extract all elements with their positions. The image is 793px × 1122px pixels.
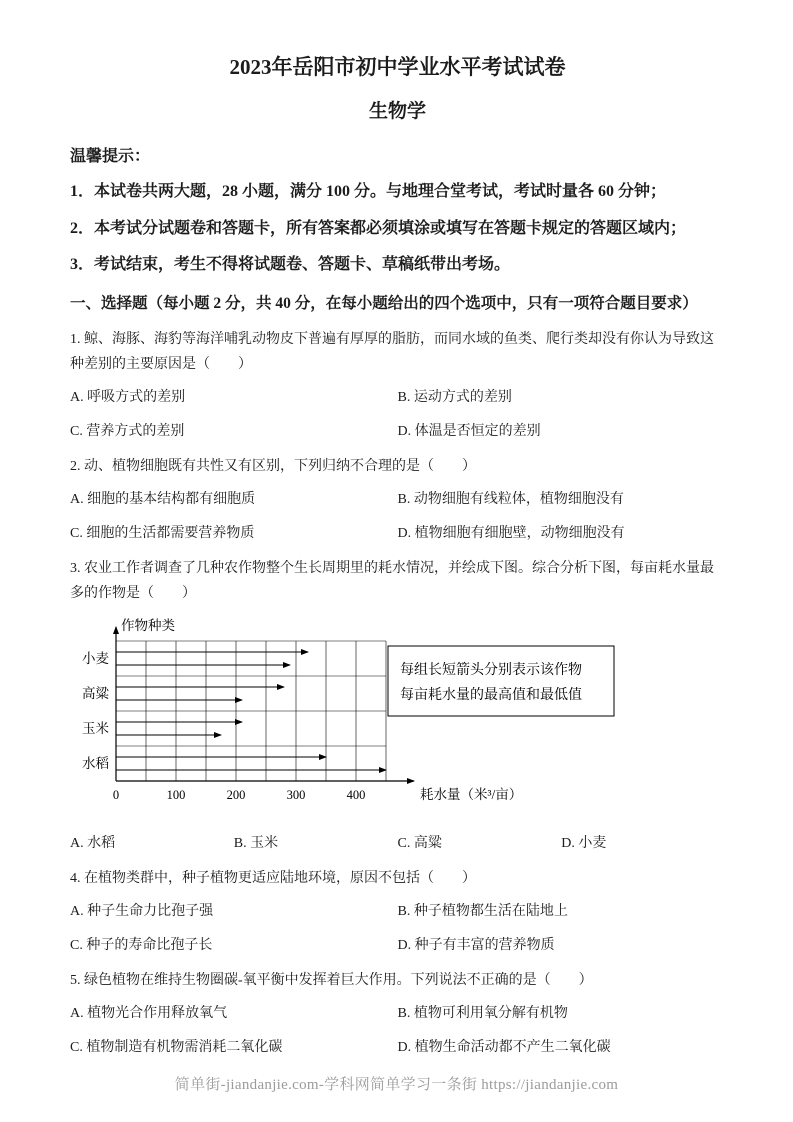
question-4 xyxy=(70,866,725,956)
section-title: 一、选择题（每小题 2 分，共 40 分，在每小题给出的四个选项中，只有一项符合题目要求） xyxy=(70,295,698,313)
option-a: A. 植物光合作用释放氧气 xyxy=(70,1006,228,1022)
question-3 xyxy=(70,556,725,854)
footer-watermark: 简单街-jiandanjie.com-学科网简单学习一条街 https://jiandanjie.com xyxy=(174,1077,619,1093)
option-c: C. 细胞的生活都需要营养物质 xyxy=(70,526,255,541)
question-stem: 3. 农业工作者调查了几种农作物整个生长周期里的耗水情况，并绘成下图。综合分析下图，每亩耗水量最多的作物是（ ） xyxy=(70,560,714,602)
paper-subject: 生物学 xyxy=(368,101,426,123)
question-options xyxy=(70,1005,725,1058)
svg-text:0: 0 xyxy=(112,788,120,803)
svg-text:高粱: 高粱 xyxy=(82,686,109,702)
svg-text:小麦: 小麦 xyxy=(82,651,109,667)
svg-text:耗水量（米³/亩）: 耗水量（米³/亩） xyxy=(420,787,523,803)
svg-text:300: 300 xyxy=(286,788,306,803)
svg-text:每组长短箭头分别表示该作物: 每组长短箭头分别表示该作物 xyxy=(400,663,582,679)
svg-text:400: 400 xyxy=(346,788,366,803)
option-c: C. 植物制造有机物需消耗二氧化碳 xyxy=(70,1040,283,1056)
option-d: D. 植物细胞有细胞壁，动物细胞没有 xyxy=(397,526,625,541)
option-a: A. 呼吸方式的差别 xyxy=(70,390,186,406)
option-b: B. 植物可利用氧分解有机物 xyxy=(397,1006,568,1022)
paper-title: 2023年岳阳市初中学业水平考试试卷 xyxy=(229,55,566,79)
option-a: A. 细胞的基本结构都有细胞质 xyxy=(70,492,256,508)
water-consumption-chart xyxy=(70,616,725,823)
question-5 xyxy=(70,968,725,1058)
question-options xyxy=(70,903,725,956)
svg-text:作物种类: 作物种类 xyxy=(121,618,175,634)
option-d: D. 体温是否恒定的差别 xyxy=(397,424,541,440)
svg-text:每亩耗水量的最高值和最低值: 每亩耗水量的最高值和最低值 xyxy=(400,688,582,704)
option-b: B. 动物细胞有线粒体，植物细胞没有 xyxy=(397,492,624,508)
option-d: D. 种子有丰富的营养物质 xyxy=(397,938,555,954)
notice-item-2: 2．本考试分试题卷和答题卡，所有答案都必须填涂或填写在答题卡规定的答题区域内； xyxy=(70,219,687,237)
notice-item-3: 3．考试结束，考生不得将试题卷、答题卡、草稿纸带出考场。 xyxy=(70,256,511,274)
notice-label: 温馨提示： xyxy=(70,148,151,166)
option-b: B. 运动方式的差别 xyxy=(397,390,512,406)
svg-text:200: 200 xyxy=(226,788,246,803)
question-stem: 5. 绿色植物在维持生物圈碳-氧平衡中发挥着巨大作用。下列说法不正确的是（ ） xyxy=(70,973,593,989)
svg-text:100: 100 xyxy=(166,788,186,803)
question-stem: 1. 鲸、海豚、海豹等海洋哺乳动物皮下普遍有厚厚的脂肪，而同水域的鱼类、爬行类却没有你认为导致这种差别的主要原因是（ ） xyxy=(70,331,714,372)
option-d: D. 植物生命活动都不产生二氧化碳 xyxy=(397,1040,611,1056)
option-c: C. 高粱 xyxy=(397,836,442,852)
crop-water-range-chart xyxy=(70,616,725,818)
option-d: D. 小麦 xyxy=(561,836,607,852)
svg-text:水稻: 水稻 xyxy=(82,756,109,772)
question-options xyxy=(70,389,725,442)
question-options xyxy=(70,835,725,854)
question-2 xyxy=(70,454,725,544)
option-a: A. 种子生命力比孢子强 xyxy=(70,904,214,920)
question-1 xyxy=(70,327,725,442)
option-b: B. 玉米 xyxy=(233,836,279,852)
svg-text:玉米: 玉米 xyxy=(82,721,109,737)
question-stem: 4. 在植物类群中，种子植物更适应陆地环境，原因不包括（ ） xyxy=(70,871,476,887)
question-options xyxy=(70,491,725,544)
question-stem: 2. 动、植物细胞既有共性又有区别，下列归纳不合理的是（ ） xyxy=(70,458,476,474)
option-c: C. 种子的寿命比孢子长 xyxy=(70,938,213,954)
option-b: B. 种子植物都生活在陆地上 xyxy=(397,904,568,920)
option-c: C. 营养方式的差别 xyxy=(70,424,185,440)
notice-item-1: 1．本试卷共两大题，28 小题，满分 100 分。与地理合堂考试，考试时量各 60 分钟； xyxy=(70,183,667,201)
option-a: A. 水稻 xyxy=(70,836,116,852)
